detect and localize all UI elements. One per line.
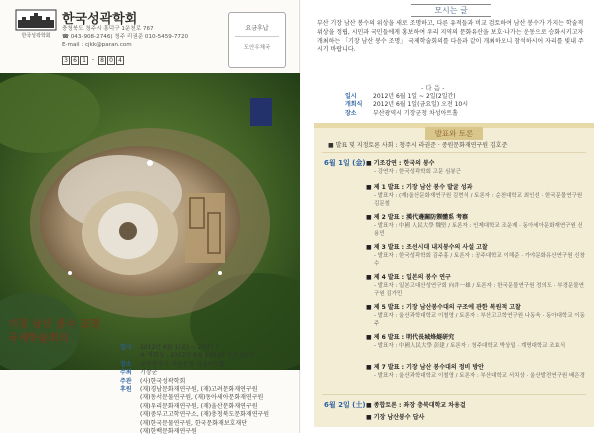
zip-digit: 1 xyxy=(80,56,88,65)
meta-key: 장소 xyxy=(345,109,357,117)
meta-value: 2012년 6월 1일 ~ 2일(2일간) xyxy=(373,93,456,100)
zip-digit: 8 xyxy=(98,56,106,65)
program-item-title: ■ 제 7 발표 : 기장 남산 봉수대의 정비 방안 xyxy=(366,364,484,371)
program-item xyxy=(366,182,472,191)
zip-digit: 6 xyxy=(71,56,79,65)
program-item-title: ■ 제 2 발표 : 漢代邊關防禦體系 考察 xyxy=(366,214,469,221)
program-item-title: ■ 기조강연 : 한국의 봉수 xyxy=(366,160,435,167)
divider xyxy=(322,394,586,395)
program-item-detail: - 발표자 : 울산과학대학교 이철영 / 토론자 : 부산대학교 서치상 · 울산발전연구원 배은경 xyxy=(374,373,585,379)
info-value: 부산광역시 기장군청 차성아트홀 xyxy=(140,360,225,368)
zip-digit: 4 xyxy=(116,56,124,65)
conference-title-line2: 국제학술회의 xyxy=(8,332,69,344)
program-item-detail: - 강연자 : 한국성곽학회 고문 심봉근 xyxy=(374,169,461,175)
program-item-sub xyxy=(374,281,586,297)
info-value: (재)경남문화재연구원, (재)고려문화재연구원 xyxy=(140,386,258,394)
conference-title-line1: 기장 남산 봉수 조명 xyxy=(8,318,101,330)
notice-title: 모시는 글 xyxy=(411,4,491,17)
program-item-sub xyxy=(374,221,586,237)
program-item xyxy=(366,242,488,251)
meta-key: 개회식 xyxy=(345,101,363,109)
program-item-title: ■ 제 6 발표 : 明代長城烽燧研究 xyxy=(366,334,455,341)
program-item-title: ■ 종합토론 : 좌장 충북대학교 차용걸 xyxy=(366,402,466,409)
zip-digit: 0 xyxy=(107,56,115,65)
sponsor-line: (재)동서문물연구원, (재)동아세아문화재연구원 xyxy=(140,394,264,402)
program-intro: ■ 발표 및 지정토론 사회 : 청주시 라권준 · 중원문화재연구원 김호준 xyxy=(328,142,508,149)
program-item-sub xyxy=(374,311,586,327)
program-item-sub xyxy=(374,191,586,207)
program-item xyxy=(366,212,468,221)
info-value: 2012년 6월 1(金) ~ 2일(土) xyxy=(140,344,219,351)
logo-caption: 한국성곽학회 xyxy=(21,33,51,39)
program-item xyxy=(366,158,435,167)
program-item-title: ■ 기장 남산봉수 답사 xyxy=(366,414,425,421)
info-key xyxy=(120,352,140,360)
notice-body: 부산 기장 남산 봉수의 위상을 새로 조명하고, 다른 유적들과 비교 검토하여 남산 봉수가 가지는 학술적 위상을 정립, 시민과 국민들에게 홍보하여 우리 지역의 문화유산을 보호·나가는 운동으로 승화시키고자 개최하는 「기장 남산 봉수 조명」 국제학술회의를 다음과 같이 개최하오니 참석하시어 자리를 빛내 주시기 바랍니다. xyxy=(317,20,584,54)
zip-digit: 3 xyxy=(62,56,70,65)
info-value: ※ 개회식 : 2012년 6월 1일(금) 오전 10시 xyxy=(140,352,254,360)
conference-info xyxy=(120,344,269,436)
sponsor-line: (재)중부고고학연구소, (재)충청북도문화재연구원 xyxy=(140,411,270,419)
program-item-title: ■ 제 3 발표 : 조선시대 내지봉수의 사설 고찰 xyxy=(366,244,488,251)
program-item-detail: - 발표자 : 中國人民大學 彭建 / 토론자 : 청주대학교 박상일 · 계명대학교 조효식 xyxy=(374,343,566,349)
info-key: 일시 xyxy=(120,344,132,351)
postage-office: 도안우체국 xyxy=(243,45,271,51)
postage-stamp-box xyxy=(228,12,286,68)
postage-label: 요금후납 xyxy=(235,23,279,37)
email-line: E-mail : cjkk@paran.com xyxy=(62,42,132,48)
event-meta xyxy=(345,93,468,118)
info-key: 장소 xyxy=(120,360,132,368)
program-item xyxy=(366,362,484,371)
meta-value: 2012년 6월 1일(금요일) 오전 10시 xyxy=(373,101,469,109)
program-item xyxy=(366,332,454,341)
society-logo xyxy=(14,8,58,40)
program-item-detail: - 발표자 : (재)울산문화재연구원 김현식 / 토론자 : 순천대학교 최인선 · 한국문물연구원 김문철 xyxy=(374,193,583,207)
meta-value: 부산광역시 기장군청 차성아트홀 xyxy=(373,109,458,117)
program-item-sub xyxy=(374,251,586,267)
program-item-detail: - 발표자 : 한국성곽학회 김주홍 / 토론자 : 공주대학교 이해준 · 가야문화유산연구원 신창수 xyxy=(374,253,585,267)
program-item-sub xyxy=(374,341,586,349)
program-item-detail: - 발표자 : 일본고대산성연구회 向井一雄 / 토론자 : 한국문물연구원 정의도 · 부경문물연구원 김가민 xyxy=(374,283,584,297)
program-item-sub xyxy=(374,167,461,175)
program-header-label: 발표와 토론 xyxy=(425,127,484,140)
program-item xyxy=(366,302,521,311)
program-box xyxy=(314,123,594,427)
program-item-title: ■ 제 1 발표 : 기장 남산 봉수 발굴 성과 xyxy=(366,184,473,191)
day-label: 6월 2일 (土) xyxy=(324,401,366,409)
details-heading: - 다 음 - xyxy=(421,84,445,92)
info-value: 기장군 xyxy=(140,369,158,377)
info-key: 후원 xyxy=(120,386,132,394)
zip-code xyxy=(62,56,124,65)
program-header xyxy=(314,127,594,140)
info-key: 주관 xyxy=(120,377,132,385)
org-name: 한국성곽학회 xyxy=(62,12,138,27)
zip-dash: - xyxy=(91,56,95,63)
sponsor-line: (재)우리문화재연구원, (재)울산문화재연구원 xyxy=(140,402,258,410)
sponsor-line: (재)한국문물연구원, 한국문화재보호재단 xyxy=(140,419,248,427)
program-item-title: ■ 제 4 발표 : 일본의 봉수 연구 xyxy=(366,274,451,281)
sponsor-line: (재)한백문화재연구원 xyxy=(140,428,197,436)
info-key: 주최 xyxy=(120,369,132,377)
program-item-title: ■ 제 5 발표 : 기장 남산봉수대의 구조에 관한 복원적 고찰 xyxy=(366,304,521,311)
program-item-detail: - 발표자 : 中國 人民大學 魏堅 / 토론자 : 인제대학교 조운제 · 동아세아문화재연구원 신용민 xyxy=(374,223,583,237)
program-item-detail: - 발표자 : 울산과학대학교 이철영 / 토론자 : 부산고고학연구원 나동욱 · 동아대학교 이동주 xyxy=(374,313,585,327)
program-item-sub xyxy=(374,371,586,379)
meta-key: 일시 xyxy=(345,93,357,100)
program-item xyxy=(366,400,466,409)
address-line: 충청북도 청주시 흥덕구 1운천로 767 xyxy=(62,26,154,32)
day-label: 6월 1일 (金) xyxy=(324,159,366,167)
phone-line: ☎ 043-908-2746) 청주 리권준 010-5459-7720 xyxy=(62,34,189,40)
divider xyxy=(322,152,586,153)
info-value: (사)한국성곽학회 xyxy=(140,377,186,385)
program-item xyxy=(366,412,424,421)
program-item xyxy=(366,272,451,281)
